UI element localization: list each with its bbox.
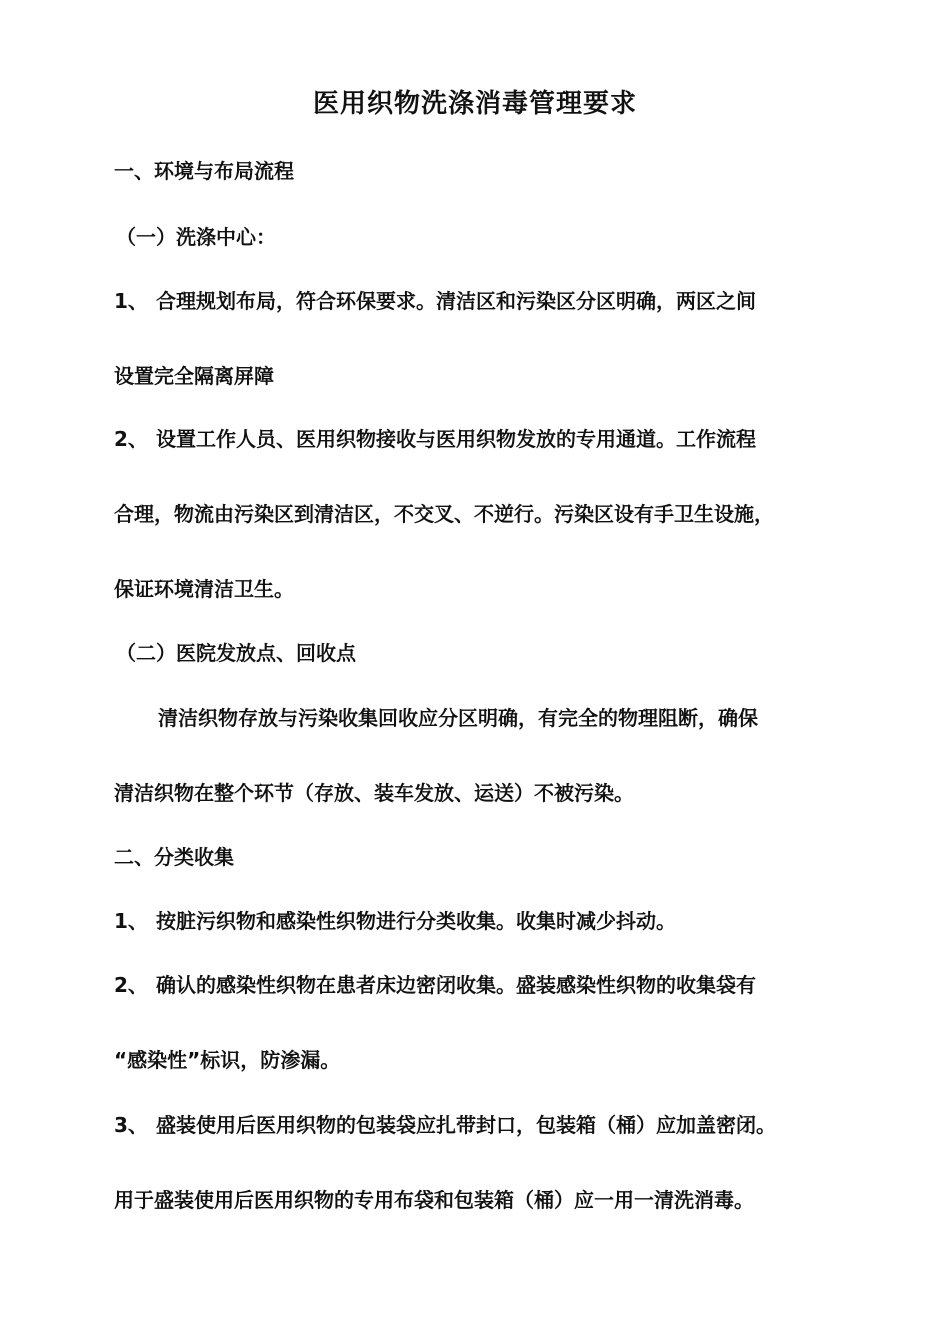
document-title: 医用织物洗涤消毒管理要求 [312,89,637,119]
paragraph-line: 清洁织物存放与污染收集回收应分区明确，有完全的物理阻断，确保 [158,706,758,730]
item-number: 1、 [114,909,148,933]
item-text: 合理规划布局，符合环保要求。清洁区和污染区分区明确，两区之间 [156,289,756,313]
item-text: 确认的感染性织物在患者床边密闭收集。盛装感染性织物的收集袋有 [156,973,756,997]
paragraph-line: 保证环境清洁卫生。 [114,577,294,601]
section-heading-1: 一、环境与布局流程 [114,159,294,183]
list-item [114,971,756,999]
paragraph-line: 设置完全隔离屏障 [114,364,274,388]
paragraph-line: 清洁织物在整个环节（存放、装车发放、运送）不被污染。 [114,781,634,805]
subsection-heading-2: （二）医院发放点、回收点 [116,641,356,665]
paragraph-line: “感染性”标识，防渗漏。 [114,1048,341,1072]
subsection-heading-1: （一）洗涤中心： [116,225,276,249]
list-item [114,287,756,315]
item-number: 1、 [114,289,148,313]
list-item [114,425,756,453]
item-number: 3、 [114,1113,148,1137]
item-text: 按脏污织物和感染性织物进行分类收集。收集时减少抖动。 [156,909,676,933]
list-item [114,1111,776,1139]
paragraph-line: 合理，物流由污染区到清洁区，不交叉、不逆行。污染区设有手卫生设施， [114,502,774,526]
item-text: 盛装使用后医用织物的包装袋应扎带封口，包装箱（桶）应加盖密闭。 [156,1113,776,1137]
section-heading-2: 二、分类收集 [114,845,234,869]
list-item [114,907,676,935]
item-number: 2、 [114,427,148,451]
paragraph-line: 用于盛装使用后医用织物的专用布袋和包装箱（桶）应一用一清洗消毒。 [114,1188,754,1212]
item-text: 设置工作人员、医用织物接收与医用织物发放的专用通道。工作流程 [156,427,756,451]
item-number: 2、 [114,973,148,997]
